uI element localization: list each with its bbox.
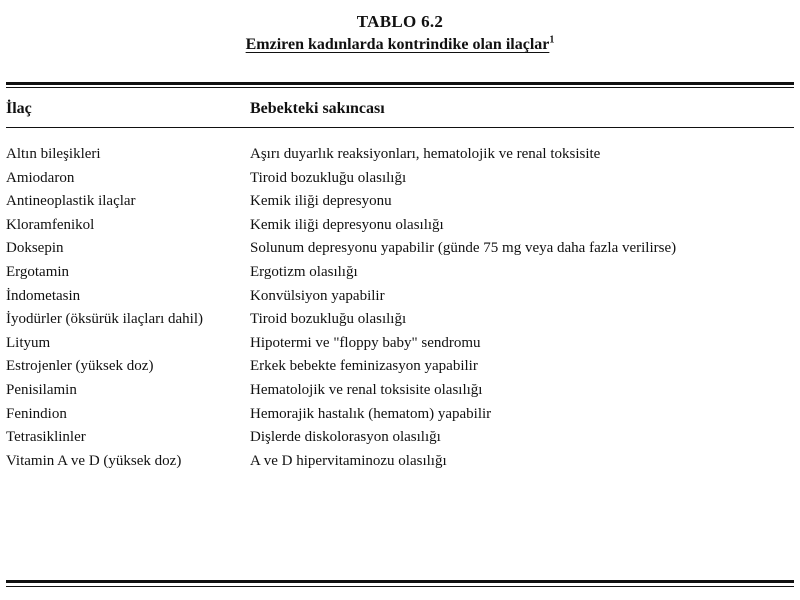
table-row <box>0 426 800 450</box>
table-row <box>0 332 800 356</box>
drug-name-cell: İyodürler (öksürük ilaçları dahil) <box>6 311 204 328</box>
table-row <box>0 308 800 332</box>
table-row <box>0 214 800 238</box>
table-row <box>0 379 800 403</box>
top-rule-thin <box>6 87 794 88</box>
drug-name-cell: Estrojenler (yüksek doz) <box>6 358 154 375</box>
drug-name-cell: Fenindion <box>6 405 67 422</box>
table-row <box>0 143 800 167</box>
column-header-risk: Bebekteki sakıncası <box>250 100 385 117</box>
table-row <box>0 285 800 309</box>
table-title-text: Emziren kadınlarda kontrindike olan ilaçlar <box>245 36 550 53</box>
table-row <box>0 167 800 191</box>
infant-risk-cell: Hemorajik hastalık (hematom) yapabilir <box>250 405 492 422</box>
drug-name-cell: Penisilamin <box>6 381 77 398</box>
drug-name-cell: Tetrasiklinler <box>6 429 86 446</box>
table-row <box>0 237 800 261</box>
table-row <box>0 450 800 474</box>
bottom-rule <box>6 580 794 583</box>
drug-name-cell: Kloramfenikol <box>6 216 95 233</box>
drug-name-cell: Lityum <box>6 334 51 351</box>
infant-risk-cell: Kemik iliği depresyonu olasılığı <box>250 216 444 233</box>
top-rule <box>6 82 794 85</box>
infant-risk-cell: Kemik iliği depresyonu <box>250 193 392 210</box>
drug-name-cell: Ergotamin <box>6 263 70 280</box>
table-row <box>0 190 800 214</box>
table-row <box>0 355 800 379</box>
infant-risk-cell: Aşırı duyarlık reaksiyonları, hematolojik ve renal toksisite <box>250 146 601 162</box>
drug-name-cell: Doksepin <box>6 240 64 257</box>
infant-risk-cell: Erkek bebekte feminizasyon yapabilir <box>250 358 478 375</box>
bottom-rule-thin <box>6 586 794 587</box>
infant-risk-cell: A ve D hipervitaminozu olasılığı <box>250 452 447 469</box>
drug-name-cell: Amiodaron <box>6 169 75 186</box>
table-body <box>0 143 800 473</box>
infant-risk-cell: Hematolojik ve renal toksisite olasılığı <box>250 381 483 398</box>
header-rule <box>6 127 794 128</box>
table-row <box>0 261 800 285</box>
infant-risk-cell: Tiroid bozukluğu olasılığı <box>250 169 407 186</box>
infant-risk-cell: Dişlerde diskolorasyon olasılığı <box>250 429 441 446</box>
infant-risk-cell: Tiroid bozukluğu olasılığı <box>250 311 407 328</box>
drug-name-cell: Antineoplastik ilaçlar <box>6 193 136 210</box>
table-header-row <box>0 100 800 122</box>
drug-name-cell: Altın bileşikleri <box>6 146 101 162</box>
table-row <box>0 403 800 427</box>
table-title-footnote: 1 <box>549 34 555 46</box>
table-number: TABLO 6.2 <box>356 12 444 31</box>
infant-risk-cell: Konvülsiyon yapabilir <box>250 287 385 304</box>
column-header-drug: İlaç <box>6 100 32 117</box>
infant-risk-cell: Solunum depresyonu yapabilir (günde 75 mg veya daha fazla verilirse) <box>250 240 677 257</box>
infant-risk-cell: Hipotermi ve "floppy baby" sendromu <box>250 334 481 351</box>
drug-name-cell: Vitamin A ve D (yüksek doz) <box>6 452 182 469</box>
infant-risk-cell: Ergotizm olasılığı <box>250 263 358 280</box>
table-title <box>0 36 800 54</box>
drug-name-cell: İndometasin <box>6 287 81 304</box>
